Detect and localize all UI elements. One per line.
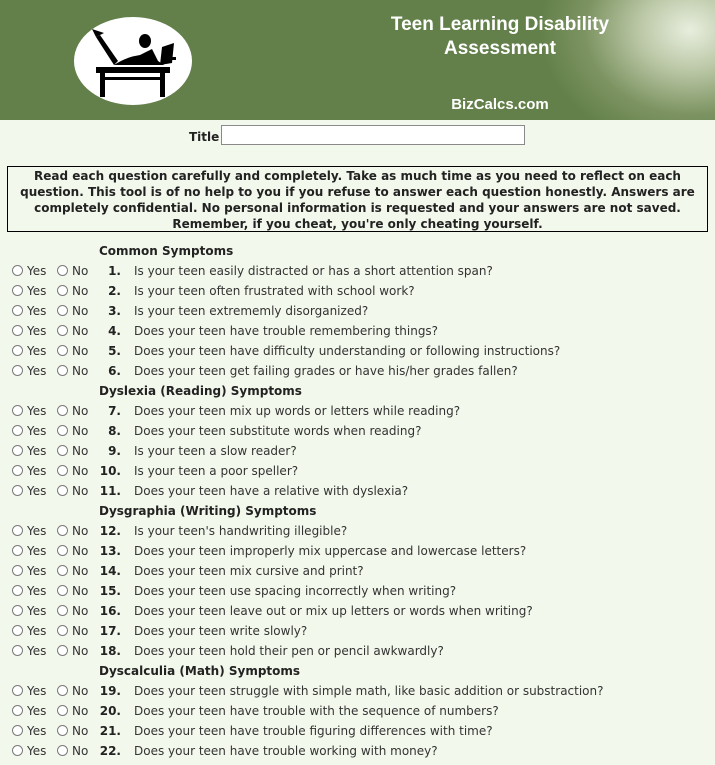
yes-label[interactable]: Yes <box>27 584 47 598</box>
question-text: Does your teen mix up words or letters while reading? <box>134 404 461 418</box>
no-label[interactable]: No <box>72 324 89 338</box>
yes-radio[interactable] <box>12 265 23 276</box>
yes-label[interactable]: Yes <box>27 364 47 378</box>
question-text: Is your teen a slow reader? <box>134 444 297 458</box>
yes-label[interactable]: Yes <box>27 444 47 458</box>
question-row <box>0 721 715 741</box>
question-row <box>0 301 715 321</box>
yes-label[interactable]: Yes <box>27 284 47 298</box>
yes-radio[interactable] <box>12 565 23 576</box>
question-row <box>0 361 715 381</box>
yes-label[interactable]: Yes <box>27 744 47 758</box>
no-label[interactable]: No <box>72 584 89 598</box>
question-text: Does your teen have a relative with dyslexia? <box>134 484 409 498</box>
no-radio[interactable] <box>57 625 68 636</box>
yes-radio[interactable] <box>12 345 23 356</box>
question-text: Does your teen have difficulty understanding or following instructions? <box>134 344 561 358</box>
no-radio[interactable] <box>57 705 68 716</box>
section-heading: Dysgraphia (Writing) Symptoms <box>99 504 317 518</box>
no-label[interactable]: No <box>72 524 89 538</box>
yes-label[interactable]: Yes <box>27 304 47 318</box>
yes-label[interactable]: Yes <box>27 604 47 618</box>
no-radio[interactable] <box>57 305 68 316</box>
question-number: 10. <box>99 464 121 478</box>
no-label[interactable]: No <box>72 644 89 658</box>
question-text: Does your teen have trouble remembering things? <box>134 324 439 338</box>
yes-label[interactable]: Yes <box>27 524 47 538</box>
no-label[interactable]: No <box>72 344 89 358</box>
yes-radio[interactable] <box>12 325 23 336</box>
yes-radio[interactable] <box>12 445 23 456</box>
question-row <box>0 481 715 501</box>
question-text: Does your teen substitute words when reading? <box>134 424 422 438</box>
yes-radio[interactable] <box>12 625 23 636</box>
question-row <box>0 281 715 301</box>
question-number: 16. <box>99 604 121 618</box>
yes-radio[interactable] <box>12 485 23 496</box>
yes-label[interactable]: Yes <box>27 464 47 478</box>
instructions-notice: Read each question carefully and completely. Take as much time as you need to reflect on each question. This tool is of no help to you if you refuse to answer each question honestly. Answers are completely confidential. No personal information is requested and your answers are not saved. Remember, if you cheat, you're only cheating yourself. <box>7 166 708 232</box>
no-label[interactable]: No <box>72 604 89 618</box>
question-text: Is your teen easily distracted or has a short attention span? <box>134 264 493 278</box>
no-radio[interactable] <box>57 345 68 356</box>
question-text: Does your teen leave out or mix up letters or words when writing? <box>134 604 533 618</box>
no-label[interactable]: No <box>72 684 89 698</box>
question-text: Does your teen have trouble figuring differences with time? <box>134 724 493 738</box>
no-radio[interactable] <box>57 685 68 696</box>
question-row <box>0 441 715 461</box>
title-row <box>0 125 715 147</box>
question-row <box>0 701 715 721</box>
question-number: 22. <box>99 744 121 758</box>
no-radio[interactable] <box>57 445 68 456</box>
yes-label[interactable]: Yes <box>27 644 47 658</box>
yes-label[interactable]: Yes <box>27 544 47 558</box>
question-row <box>0 641 715 661</box>
no-radio[interactable] <box>57 425 68 436</box>
question-row <box>0 581 715 601</box>
question-text: Does your teen hold their pen or pencil awkwardly? <box>134 644 444 658</box>
no-radio[interactable] <box>57 525 68 536</box>
yes-radio[interactable] <box>12 305 23 316</box>
yes-label[interactable]: Yes <box>27 404 47 418</box>
yes-radio[interactable] <box>12 745 23 756</box>
question-row <box>0 421 715 441</box>
yes-radio[interactable] <box>12 525 23 536</box>
no-radio[interactable] <box>57 365 68 376</box>
yes-radio[interactable] <box>12 285 23 296</box>
question-row <box>0 601 715 621</box>
question-row <box>0 261 715 281</box>
question-number: 2. <box>108 284 121 298</box>
question-number: 12. <box>99 524 121 538</box>
yes-radio[interactable] <box>12 645 23 656</box>
question-number: 20. <box>99 704 121 718</box>
no-label[interactable]: No <box>72 424 89 438</box>
question-row <box>0 741 715 761</box>
question-number: 18. <box>99 644 121 658</box>
yes-label[interactable]: Yes <box>27 724 47 738</box>
no-label[interactable]: No <box>72 284 89 298</box>
no-radio[interactable] <box>57 745 68 756</box>
no-label[interactable]: No <box>72 444 89 458</box>
question-number: 7. <box>108 404 121 418</box>
question-number: 1. <box>108 264 121 278</box>
yes-label[interactable]: Yes <box>27 264 47 278</box>
question-row <box>0 341 715 361</box>
no-label[interactable]: No <box>72 624 89 638</box>
question-number: 14. <box>99 564 121 578</box>
question-row <box>0 681 715 701</box>
question-number: 6. <box>108 364 121 378</box>
yes-radio[interactable] <box>12 685 23 696</box>
no-radio[interactable] <box>57 545 68 556</box>
question-text: Is your teen a poor speller? <box>134 464 299 478</box>
no-radio[interactable] <box>57 585 68 596</box>
question-text: Does your teen mix cursive and print? <box>134 564 364 578</box>
yes-radio[interactable] <box>12 545 23 556</box>
question-row <box>0 541 715 561</box>
question-text: Does your teen improperly mix uppercase and lowercase letters? <box>134 544 527 558</box>
yes-radio[interactable] <box>12 365 23 376</box>
yes-label[interactable]: Yes <box>27 324 47 338</box>
yes-radio[interactable] <box>12 725 23 736</box>
no-label[interactable]: No <box>72 404 89 418</box>
no-label[interactable]: No <box>72 724 89 738</box>
yes-radio[interactable] <box>12 605 23 616</box>
section-heading: Dyslexia (Reading) Symptoms <box>99 384 302 398</box>
question-text: Is your teen often frustrated with school work? <box>134 284 415 298</box>
yes-radio[interactable] <box>12 465 23 476</box>
no-label[interactable]: No <box>72 544 89 558</box>
question-number: 15. <box>99 584 121 598</box>
no-label[interactable]: No <box>72 564 89 578</box>
logo <box>74 17 192 105</box>
question-number: 5. <box>108 344 121 358</box>
yes-label[interactable]: Yes <box>27 424 47 438</box>
no-label[interactable]: No <box>72 744 89 758</box>
question-row <box>0 561 715 581</box>
question-text: Does your teen use spacing incorrectly when writing? <box>134 584 457 598</box>
no-radio[interactable] <box>57 405 68 416</box>
no-label[interactable]: No <box>72 704 89 718</box>
question-text: Does your teen struggle with simple math, like basic addition or substraction? <box>134 684 604 698</box>
question-row <box>0 521 715 541</box>
no-label[interactable]: No <box>72 264 89 278</box>
question-text: Does your teen write slowly? <box>134 624 308 638</box>
question-text: Is your teen extrememly disorganized? <box>134 304 369 318</box>
yes-radio[interactable] <box>12 425 23 436</box>
yes-label[interactable]: Yes <box>27 484 47 498</box>
section-heading: Dyscalculia (Math) Symptoms <box>99 664 301 678</box>
no-radio[interactable] <box>57 485 68 496</box>
yes-label[interactable]: Yes <box>27 624 47 638</box>
title-label: Title <box>189 130 220 144</box>
question-row <box>0 321 715 341</box>
no-radio[interactable] <box>57 645 68 656</box>
no-radio[interactable] <box>57 465 68 476</box>
question-number: 19. <box>99 684 121 698</box>
question-number: 9. <box>108 444 121 458</box>
question-text: Does your teen have trouble working with money? <box>134 744 438 758</box>
yes-label[interactable]: Yes <box>27 564 47 578</box>
no-label[interactable]: No <box>72 464 89 478</box>
question-text: Is your teen's handwriting illegible? <box>134 524 348 538</box>
question-text: Does your teen have trouble with the sequence of numbers? <box>134 704 499 718</box>
no-radio[interactable] <box>57 565 68 576</box>
no-radio[interactable] <box>57 285 68 296</box>
no-label[interactable]: No <box>72 364 89 378</box>
question-number: 17. <box>99 624 121 638</box>
yes-label[interactable]: Yes <box>27 684 47 698</box>
no-radio[interactable] <box>57 325 68 336</box>
question-number: 13. <box>99 544 121 558</box>
question-number: 21. <box>99 724 121 738</box>
yes-label[interactable]: Yes <box>27 704 47 718</box>
app-title: Teen Learning Disability Assessment <box>390 14 610 59</box>
no-label[interactable]: No <box>72 484 89 498</box>
no-radio[interactable] <box>57 605 68 616</box>
question-row <box>0 621 715 641</box>
questions-list <box>0 241 715 761</box>
site-name: BizCalcs.com <box>451 96 549 113</box>
no-radio[interactable] <box>57 725 68 736</box>
question-number: 4. <box>108 324 121 338</box>
question-row <box>0 461 715 481</box>
question-text: Does your teen get failing grades or have his/her grades fallen? <box>134 364 518 378</box>
yes-radio[interactable] <box>12 705 23 716</box>
section-heading: Common Symptoms <box>99 244 234 258</box>
question-row <box>0 401 715 421</box>
no-label[interactable]: No <box>72 304 89 318</box>
no-radio[interactable] <box>57 265 68 276</box>
question-number: 11. <box>99 484 121 498</box>
title-input[interactable] <box>221 125 525 145</box>
yes-label[interactable]: Yes <box>27 344 47 358</box>
page-header <box>0 0 715 120</box>
yes-radio[interactable] <box>12 405 23 416</box>
yes-radio[interactable] <box>12 585 23 596</box>
question-number: 8. <box>108 424 121 438</box>
question-number: 3. <box>108 304 121 318</box>
student-reading-icon <box>74 17 192 105</box>
